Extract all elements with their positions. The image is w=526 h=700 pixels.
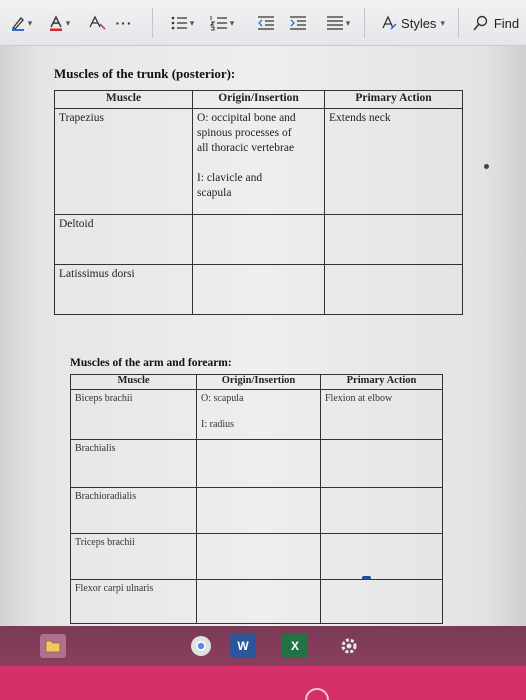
table-header-row [55, 91, 463, 109]
table-row [71, 440, 443, 488]
column-header: Muscle [71, 375, 197, 390]
table-row [71, 488, 443, 534]
align-button[interactable]: ▾ [320, 12, 356, 34]
toolbar-divider [364, 8, 365, 38]
column-header: Origin/Insertion [197, 375, 321, 390]
origin-insertion-cell[interactable] [193, 265, 325, 315]
settings-icon[interactable] [336, 634, 362, 658]
muscle-cell[interactable]: Brachialis [71, 440, 197, 488]
numbering-icon [210, 15, 228, 31]
primary-action-cell[interactable]: Extends neck [325, 109, 463, 215]
styles-icon [381, 15, 397, 31]
arm-heading: Muscles of the arm and forearm: [70, 357, 232, 369]
primary-action-cell[interactable] [321, 440, 443, 488]
font-color-icon [48, 15, 64, 31]
origin-insertion-cell[interactable]: O: occipital bone and spinous processes of all thoracic vertebrae I: clavicle and scapula [193, 109, 325, 215]
origin-insertion-cell[interactable] [197, 534, 321, 580]
more-icon: ··· [115, 15, 133, 31]
origin-insertion-cell[interactable] [197, 440, 321, 488]
trunk-table [54, 90, 463, 315]
primary-action-cell[interactable] [321, 488, 443, 534]
toolbar-divider [458, 8, 459, 38]
table-row [71, 534, 443, 580]
cursor-dot [484, 164, 489, 169]
laptop-bezel [0, 666, 526, 700]
table-row [71, 390, 443, 440]
increase-indent-icon [289, 15, 307, 31]
font-color-button[interactable]: ▾ [42, 12, 76, 34]
excel-icon[interactable]: X [282, 634, 308, 658]
styles-button[interactable]: Styles ▾ [374, 12, 452, 34]
muscle-cell[interactable]: Flexor carpi ulnaris [71, 580, 197, 624]
decrease-indent-button[interactable] [254, 12, 278, 34]
align-icon [326, 15, 344, 31]
column-header: Primary Action [325, 91, 463, 109]
origin-insertion-cell[interactable]: O: scapula I: radius [197, 390, 321, 440]
muscle-cell[interactable]: Triceps brachii [71, 534, 197, 580]
ink-mark [362, 576, 371, 580]
arm-table [70, 374, 443, 624]
taskbar [0, 626, 526, 666]
table-row [71, 580, 443, 624]
muscle-cell[interactable]: Trapezius [55, 109, 193, 215]
primary-action-cell[interactable] [321, 534, 443, 580]
column-header: Primary Action [321, 375, 443, 390]
table-row [55, 109, 463, 215]
primary-action-cell[interactable] [321, 580, 443, 624]
chrome-icon[interactable] [188, 634, 214, 658]
trunk-heading: Muscles of the trunk (posterior): [54, 66, 236, 81]
origin-insertion-cell[interactable] [197, 488, 321, 534]
muscle-cell[interactable]: Deltoid [55, 215, 193, 265]
bullets-icon [170, 15, 188, 31]
ribbon-toolbar [0, 0, 526, 46]
bullets-button[interactable]: ▾ [164, 12, 200, 34]
muscle-cell[interactable]: Brachioradialis [71, 488, 197, 534]
file-explorer-icon[interactable] [40, 634, 66, 658]
primary-action-cell[interactable] [325, 215, 463, 265]
more-button[interactable] [112, 12, 136, 34]
highlight-button[interactable]: ▾ [4, 12, 38, 34]
column-header: Origin/Insertion [193, 91, 325, 109]
increase-indent-button[interactable] [286, 12, 310, 34]
word-icon[interactable]: W [230, 634, 256, 658]
highlight-icon [10, 15, 26, 31]
table-row [55, 215, 463, 265]
muscle-cell[interactable]: Latissimus dorsi [55, 265, 193, 315]
find-button[interactable]: Find [468, 12, 524, 34]
table-row [55, 265, 463, 315]
column-header: Muscle [55, 91, 193, 109]
clear-format-icon [88, 15, 106, 31]
document-page[interactable] [0, 46, 526, 626]
clear-format-button[interactable] [84, 12, 110, 34]
decrease-indent-icon [257, 15, 275, 31]
muscle-cell[interactable]: Biceps brachii [71, 390, 197, 440]
primary-action-cell[interactable]: Flexion at elbow [321, 390, 443, 440]
origin-insertion-cell[interactable] [193, 215, 325, 265]
origin-insertion-cell[interactable] [197, 580, 321, 624]
numbering-button[interactable]: ▾ [204, 12, 240, 34]
search-icon [473, 15, 489, 31]
primary-action-cell[interactable] [325, 265, 463, 315]
table-header-row [71, 375, 443, 390]
toolbar-divider [152, 8, 153, 38]
